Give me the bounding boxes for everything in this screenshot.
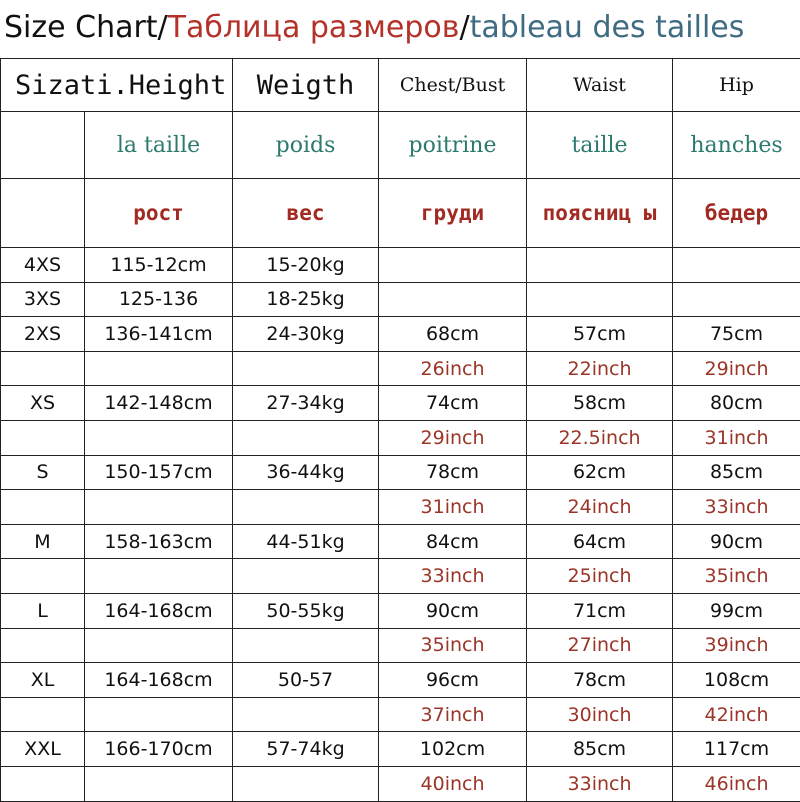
size-cell: 2XS — [1, 317, 85, 352]
waist-inch-cell: 33inch — [527, 766, 673, 801]
empty-cell — [85, 559, 233, 594]
hip-cm-cell: 108cm — [673, 663, 800, 698]
chest-inch-cell: 40inch — [379, 766, 527, 801]
chest-cm-cell: 84cm — [379, 524, 527, 559]
size-cell: XL — [1, 663, 85, 698]
empty-cell — [1, 766, 85, 801]
header-height-french: la taille — [85, 112, 233, 179]
table-row — [1, 455, 800, 490]
waist-cm-cell: 64cm — [527, 524, 673, 559]
hip-cm-cell: 85cm — [673, 455, 800, 490]
table-row-inch — [1, 628, 800, 663]
empty-cell — [85, 420, 233, 455]
weight-cell: 57-74kg — [233, 732, 379, 767]
waist-cm-cell — [527, 248, 673, 283]
table-row-inch — [1, 559, 800, 594]
empty-cell — [85, 766, 233, 801]
hip-inch-cell: 46inch — [673, 766, 800, 801]
empty-cell — [233, 490, 379, 525]
header-empty-cell — [1, 112, 85, 179]
height-cell: 150-157cm — [85, 455, 233, 490]
hip-cm-cell: 75cm — [673, 317, 800, 352]
size-chart-table — [0, 58, 800, 802]
waist-inch-cell: 22.5inch — [527, 420, 673, 455]
empty-cell — [85, 490, 233, 525]
chest-cm-cell — [379, 282, 527, 317]
title-russian: Таблица размеров — [168, 10, 460, 45]
table-row — [1, 663, 800, 698]
title-separator: / — [459, 10, 469, 45]
table-row — [1, 524, 800, 559]
weight-cell: 18-25kg — [233, 282, 379, 317]
chest-cm-cell: 74cm — [379, 386, 527, 421]
table-row — [1, 386, 800, 421]
table-row — [1, 593, 800, 628]
waist-inch-cell: 22inch — [527, 351, 673, 386]
empty-cell — [85, 351, 233, 386]
weight-cell: 24-30kg — [233, 317, 379, 352]
hip-cm-cell: 80cm — [673, 386, 800, 421]
height-cell: 142-148cm — [85, 386, 233, 421]
weight-cell: 44-51kg — [233, 524, 379, 559]
height-cell: 115-12cm — [85, 248, 233, 283]
waist-inch-cell: 30inch — [527, 697, 673, 732]
waist-inch-cell: 24inch — [527, 490, 673, 525]
empty-cell — [1, 420, 85, 455]
header-row-french — [1, 112, 800, 179]
hip-inch-cell: 39inch — [673, 628, 800, 663]
height-cell: 136-141cm — [85, 317, 233, 352]
weight-cell: 50-55kg — [233, 593, 379, 628]
header-empty-cell — [1, 179, 85, 248]
weight-cell: 15-20kg — [233, 248, 379, 283]
weight-cell: 36-44kg — [233, 455, 379, 490]
size-cell: M — [1, 524, 85, 559]
header-chest: Chest/Bust — [379, 59, 527, 112]
empty-cell — [233, 420, 379, 455]
empty-cell — [233, 766, 379, 801]
table-row-inch — [1, 351, 800, 386]
header-chest-russian: груди — [379, 179, 527, 248]
header-waist-russian: поясниц ы — [527, 179, 673, 248]
chest-cm-cell: 96cm — [379, 663, 527, 698]
empty-cell — [233, 559, 379, 594]
header-row-english — [1, 59, 800, 112]
header-hip: Hip — [673, 59, 800, 112]
hip-inch-cell: 42inch — [673, 697, 800, 732]
header-chest-french: poitrine — [379, 112, 527, 179]
hip-cm-cell: 99cm — [673, 593, 800, 628]
size-cell: L — [1, 593, 85, 628]
table-row-inch — [1, 490, 800, 525]
header-hip-russian: бедер — [673, 179, 800, 248]
height-cell: 166-170cm — [85, 732, 233, 767]
weight-cell: 50-57 — [233, 663, 379, 698]
hip-inch-cell: 33inch — [673, 490, 800, 525]
chest-cm-cell: 90cm — [379, 593, 527, 628]
header-weight-french: poids — [233, 112, 379, 179]
chest-inch-cell: 35inch — [379, 628, 527, 663]
chest-cm-cell: 68cm — [379, 317, 527, 352]
empty-cell — [1, 559, 85, 594]
waist-cm-cell: 71cm — [527, 593, 673, 628]
hip-cm-cell: 90cm — [673, 524, 800, 559]
empty-cell — [1, 697, 85, 732]
chest-inch-cell: 31inch — [379, 490, 527, 525]
waist-cm-cell: 62cm — [527, 455, 673, 490]
waist-cm-cell: 78cm — [527, 663, 673, 698]
chest-cm-cell — [379, 248, 527, 283]
waist-cm-cell: 85cm — [527, 732, 673, 767]
empty-cell — [1, 351, 85, 386]
table-row-inch — [1, 766, 800, 801]
size-cell: XXL — [1, 732, 85, 767]
table-row — [1, 317, 800, 352]
chest-inch-cell: 33inch — [379, 559, 527, 594]
header-hip-french: hanches — [673, 112, 800, 179]
header-waist: Waist — [527, 59, 673, 112]
header-weight-russian: вес — [233, 179, 379, 248]
table-row — [1, 282, 800, 317]
table-row-inch — [1, 420, 800, 455]
size-cell: S — [1, 455, 85, 490]
empty-cell — [85, 697, 233, 732]
height-cell: 164-168cm — [85, 593, 233, 628]
chest-inch-cell: 29inch — [379, 420, 527, 455]
waist-inch-cell: 25inch — [527, 559, 673, 594]
hip-inch-cell: 29inch — [673, 351, 800, 386]
height-cell: 125-136 — [85, 282, 233, 317]
hip-inch-cell: 35inch — [673, 559, 800, 594]
empty-cell — [233, 697, 379, 732]
header-height-russian: рост — [85, 179, 233, 248]
chest-inch-cell: 26inch — [379, 351, 527, 386]
chest-inch-cell: 37inch — [379, 697, 527, 732]
waist-cm-cell — [527, 282, 673, 317]
header-weight: Weigth — [233, 59, 379, 112]
chest-cm-cell: 102cm — [379, 732, 527, 767]
empty-cell — [1, 490, 85, 525]
hip-cm-cell — [673, 248, 800, 283]
weight-cell: 27-34kg — [233, 386, 379, 421]
table-row — [1, 248, 800, 283]
empty-cell — [233, 351, 379, 386]
header-waist-french: taille — [527, 112, 673, 179]
table-row — [1, 732, 800, 767]
waist-inch-cell: 27inch — [527, 628, 673, 663]
header-height: Sizati.Height — [1, 59, 233, 112]
hip-inch-cell: 31inch — [673, 420, 800, 455]
size-cell: 3XS — [1, 282, 85, 317]
empty-cell — [85, 628, 233, 663]
hip-cm-cell: 117cm — [673, 732, 800, 767]
hip-cm-cell — [673, 282, 800, 317]
title-english: Size Chart/ — [4, 10, 168, 45]
height-cell: 158-163cm — [85, 524, 233, 559]
size-cell: XS — [1, 386, 85, 421]
page-title — [0, 0, 800, 56]
table-row-inch — [1, 697, 800, 732]
waist-cm-cell: 57cm — [527, 317, 673, 352]
empty-cell — [1, 628, 85, 663]
empty-cell — [233, 628, 379, 663]
title-french: tableau des tailles — [470, 10, 745, 45]
size-cell: 4XS — [1, 248, 85, 283]
height-cell: 164-168cm — [85, 663, 233, 698]
header-row-russian — [1, 179, 800, 248]
chest-cm-cell: 78cm — [379, 455, 527, 490]
waist-cm-cell: 58cm — [527, 386, 673, 421]
